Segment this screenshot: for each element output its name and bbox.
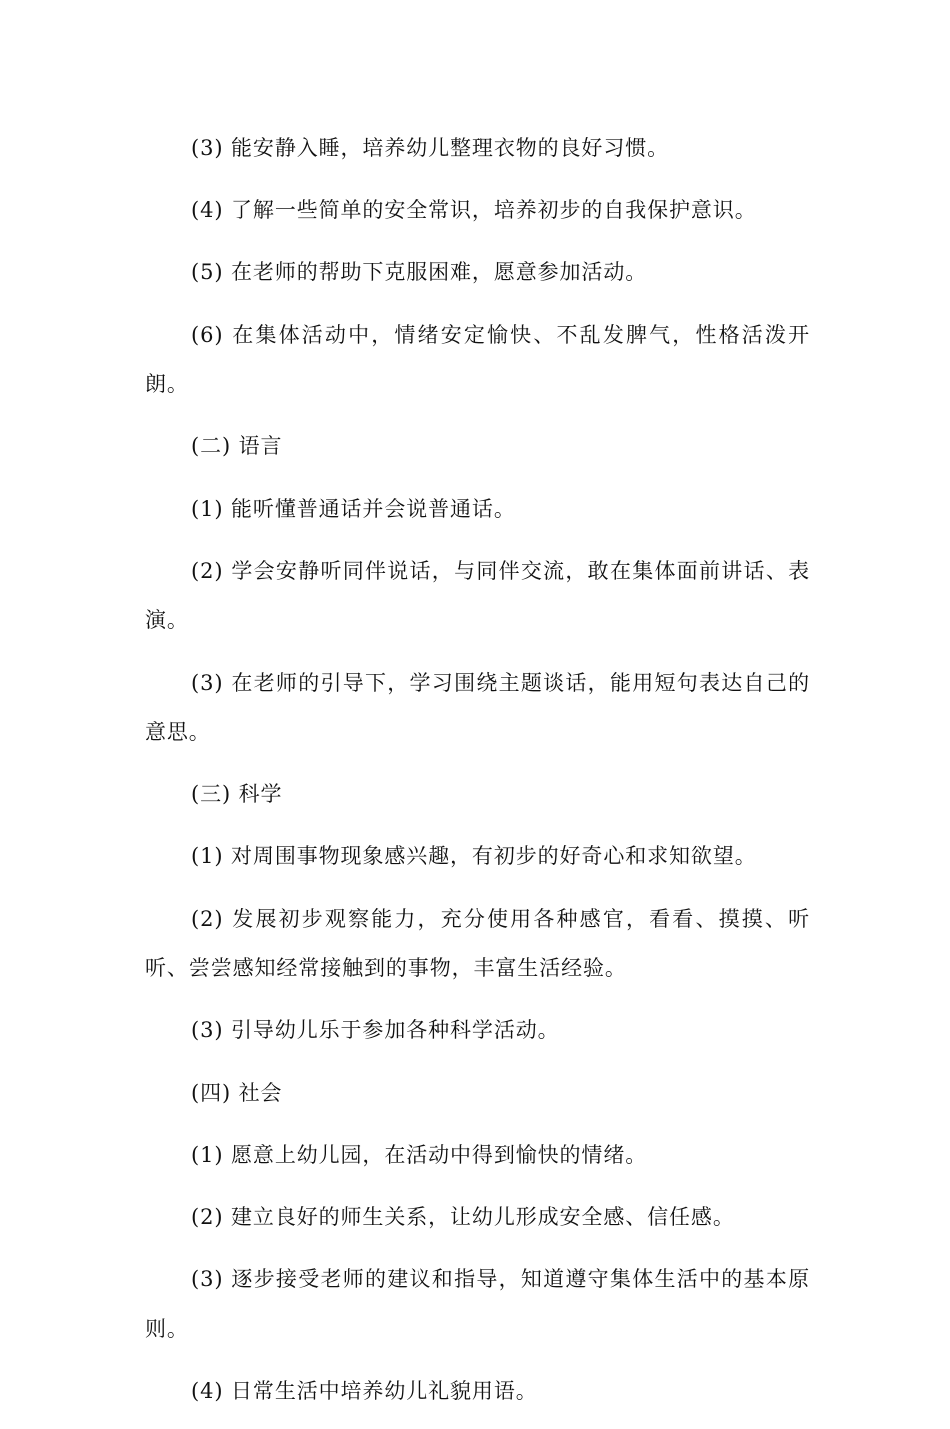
paragraph-curiosity: (1) 对周围事物现象感兴趣，有初步的好奇心和求知欲望。 <box>191 844 757 869</box>
paragraph-follow-rules: (3) 逐步接受老师的建议和指导，知道遵守集体生活中的基本原则。 <box>145 1267 810 1341</box>
paragraph-observation: (2) 发展初步观察能力，充分使用各种感官，看看、摸摸、听听、尝尝感知经常接触到的事物，丰富生活经验。 <box>145 906 810 981</box>
paragraph-overcome-difficulties: (5) 在老师的帮助下克服困难，愿意参加活动。 <box>191 260 648 285</box>
document-body <box>145 124 810 1429</box>
paragraph-safety-knowledge: (4) 了解一些简单的安全常识，培养初步的自我保护意识。 <box>191 198 757 223</box>
paragraph-teacher-relations: (2) 建立良好的师生关系，让幼儿形成安全感、信任感。 <box>191 1205 735 1229</box>
paragraph-topic-talk: (3) 在老师的引导下，学习围绕主题谈话，能用短句表达自己的意思。 <box>145 670 810 745</box>
section-heading-language: (二) 语言 <box>191 434 283 459</box>
section-heading-society: (四) 社会 <box>191 1080 283 1105</box>
paragraph-polite-language: (4) 日常生活中培养幼儿礼貌用语。 <box>191 1378 538 1403</box>
paragraph-kindergarten: (1) 愿意上幼儿园，在活动中得到愉快的情绪。 <box>191 1142 648 1167</box>
paragraph-science-activities: (3) 引导幼儿乐于参加各种科学活动。 <box>191 1018 560 1043</box>
paragraph-group-activities: (6) 在集体活动中，情绪安定愉快、不乱发脾气，性格活泼开朗。 <box>145 322 810 397</box>
paragraph-mandarin: (1) 能听懂普通话并会说普通话。 <box>191 496 516 521</box>
paragraph-listen-peers: (2) 学会安静听同伴说话，与同伴交流，敢在集体面前讲话、表演。 <box>145 558 810 633</box>
paragraph-sleep-habits: (3) 能安静入睡，培养幼儿整理衣物的良好习惯。 <box>191 136 670 160</box>
section-heading-science: (三) 科学 <box>191 782 283 807</box>
